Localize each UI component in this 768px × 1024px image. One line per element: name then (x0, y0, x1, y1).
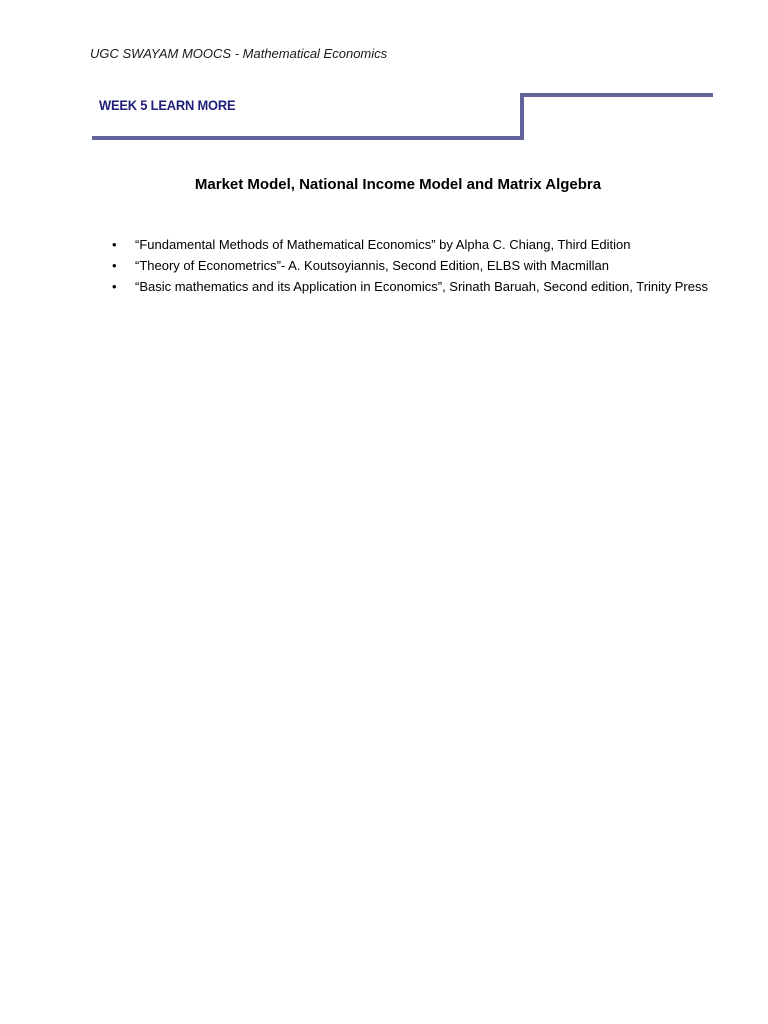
banner-line-top (520, 93, 713, 97)
list-item (112, 276, 712, 297)
banner-line-bottom (92, 136, 524, 140)
bullet-icon: • (112, 237, 117, 252)
reference-text: “Theory of Econometrics”- A. Koutsoyiannis, Second Edition, ELBS with Macmillan (135, 258, 609, 273)
reference-text: “Fundamental Methods of Mathematical Economics” by Alpha C. Chiang, Third Edition (135, 237, 631, 252)
bullet-icon: • (112, 258, 117, 273)
document-title: Market Model, National Income Model and Matrix Algebra (194, 176, 602, 193)
bullet-icon: • (112, 279, 117, 294)
reference-list (112, 234, 712, 297)
list-item (112, 234, 712, 255)
reference-text: “Basic mathematics and its Application in Economics”, Srinath Baruah, Second edition, Trinity Press (135, 279, 708, 294)
list-item (112, 255, 712, 276)
week-label: WEEK 5 LEARN MORE (99, 97, 236, 113)
page-header: UGC SWAYAM MOOCS - Mathematical Economics (90, 46, 388, 61)
banner-line-vertical (520, 93, 524, 140)
